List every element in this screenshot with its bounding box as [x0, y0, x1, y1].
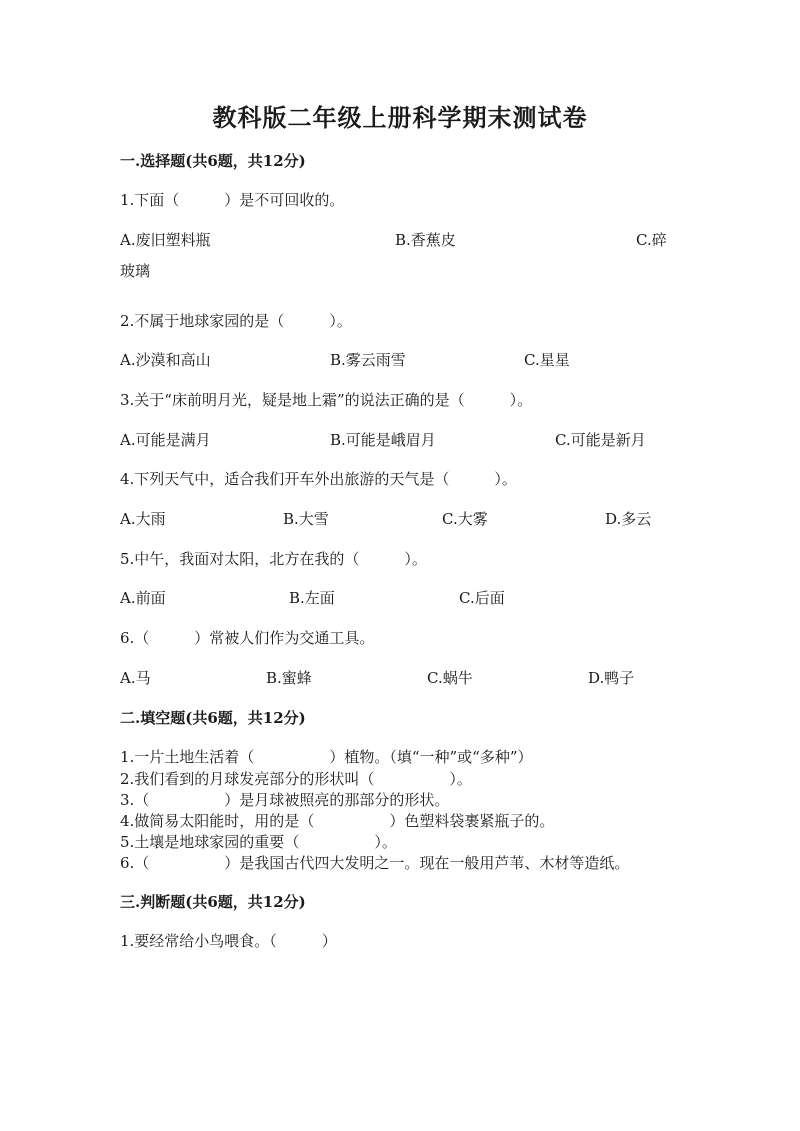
- option: C.星星: [524, 351, 570, 369]
- option: B.雾云雨雪: [330, 351, 406, 369]
- section-heading-judge: 三.判断题(共6题，共12分): [120, 893, 306, 911]
- option: B.大雪: [283, 510, 329, 528]
- option: B.香蕉皮: [395, 231, 456, 249]
- fill-question: 4.做简易太阳能时，用的是（ ）色塑料袋裹紧瓶子的。: [120, 812, 555, 830]
- section-heading-choice: 一.选择题(共6题，共12分): [120, 152, 306, 170]
- option: A.马: [120, 669, 151, 687]
- question-stem: 1.下面（ ）是不可回收的。: [120, 191, 345, 209]
- judge-question: 1.要经常给小鸟喂食。（ ）: [120, 932, 337, 950]
- option: C.蜗牛: [427, 669, 473, 687]
- option: A.前面: [120, 589, 166, 607]
- fill-question: 2.我们看到的月球发亮部分的形状叫（ ）。: [120, 770, 472, 788]
- option: A.大雨: [120, 510, 166, 528]
- option: C.碎: [636, 231, 667, 249]
- option: A.废旧塑料瓶: [120, 231, 211, 249]
- option: D.多云: [605, 510, 652, 528]
- fill-question: 1.一片土地生活着（ ）植物。（填“一种”或“多种”）: [120, 748, 533, 766]
- question-stem: 2.不属于地球家园的是（ ）。: [120, 312, 352, 330]
- fill-question: 3.（ ）是月球被照亮的那部分的形状。: [120, 791, 450, 809]
- option: B.蜜蜂: [266, 669, 312, 687]
- section-heading-fill: 二.填空题(共6题，共12分): [120, 709, 306, 727]
- option: C.可能是新月: [555, 431, 646, 449]
- option-continuation: 玻璃: [120, 262, 151, 280]
- question-stem: 4.下列天气中，适合我们开车外出旅游的天气是（ ）。: [120, 470, 517, 488]
- fill-question: 5.土壤是地球家园的重要（ ）。: [120, 833, 397, 851]
- option: B.左面: [289, 589, 335, 607]
- option: A.可能是满月: [120, 431, 211, 449]
- option: A.沙漠和高山: [120, 351, 211, 369]
- option: B.可能是峨眉月: [330, 431, 436, 449]
- question-stem: 6.（ ）常被人们作为交通工具。: [120, 629, 375, 647]
- option: D.鸭子: [588, 669, 635, 687]
- option: C.大雾: [442, 510, 488, 528]
- question-stem: 5.中午，我面对太阳，北方在我的（ ）。: [120, 550, 427, 568]
- option: C.后面: [459, 589, 505, 607]
- page-title: 教科版二年级上册科学期末测试卷: [212, 103, 588, 132]
- question-stem: 3.关于“床前明月光，疑是地上霜”的说法正确的是（ ）。: [120, 391, 533, 409]
- fill-question: 6.（ ）是我国古代四大发明之一。现在一般用芦苇、木材等造纸。: [120, 854, 630, 872]
